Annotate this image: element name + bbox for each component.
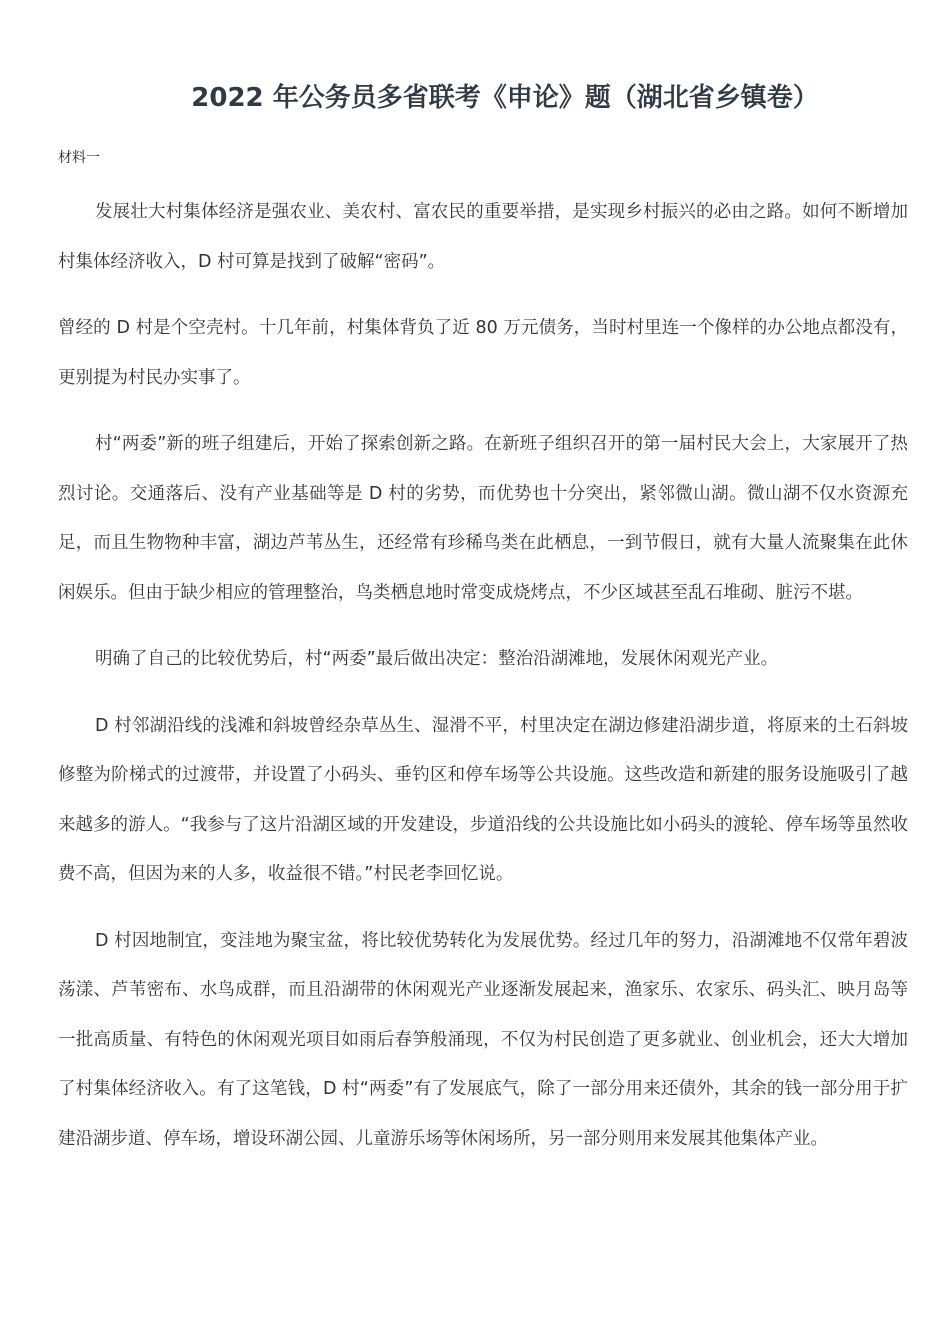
paragraph-6: D 村因地制宜，变洼地为聚宝盆，将比较优势转化为发展优势。经过几年的努力，沿湖滩地不仅常年碧波荡漾、芦苇密布、水鸟成群，而且沿湖带的休闲观光产业逐渐发展起来，渔家乐、农家乐、码头汇、映月岛等一批高质量、有特色的休闲观光项目如雨后春笋般涌现，不仅为村民创造了更多就业、创业机会，还大大增加了村集体经济收入。有了这笔钱，D 村“两委”有了发展底气，除了一部分用来还债外，其余的钱一部分用于扩建沿湖步道、停车场，增设环湖公园、儿童游乐场等休闲场所，另一部分则用来发展其他集体产业。	[58, 930, 908, 1149]
paragraph-5: D 村邻湖沿线的浅滩和斜坡曾经杂草丛生、湿滑不平，村里决定在湖边修建沿湖步道，将原来的土石斜坡修整为阶梯式的过渡带，并设置了小码头、垂钓区和停车场等公共设施。这些改造和新建的服务设施吸引了越来越多的游人。“我参与了这片沿湖区域的开发建设，步道沿线的公共设施比如小码头的渡轮、停车场等虽然收费不高，但因为来的人多，收益很不错。”村民老李回忆说。	[58, 715, 908, 884]
paragraph-3: 村“两委”新的班子组建后，开始了探索创新之路。在新班子组织召开的第一届村民大会上，大家展开了热烈讨论。交通落后、没有产业基础等是 D 村的劣势，而优势也十分突出，紧邻微山湖。微山湖不仅水资源充足，而且生物物种丰富，湖边芦苇丛生，还经常有珍稀鸟类在此栖息，一到节假日，就有大量人流聚集在此休闲娱乐。但由于缺少相应的管理整治，鸟类栖息地时常变成烧烤点，不少区域甚至乱石堆砌、脏污不堪。	[58, 434, 908, 603]
paragraph-2: 曾经的 D 村是个空壳村。十几年前，村集体背负了近 80 万元债务，当时村里连一个像样的办公地点都没有，更别提为村民办实事了。	[58, 318, 908, 388]
paragraph-4: 明确了自己的比较优势后，村“两委”最后做出决定：整治沿湖滩地，发展休闲观光产业。	[95, 649, 779, 669]
section-label: 材料一	[58, 150, 100, 166]
document-body	[58, 188, 908, 1181]
paragraph-1: 发展壮大村集体经济是强农业、美农村、富农民的重要举措，是实现乡村振兴的必由之路。如何不断增加村集体经济收入，D 村可算是找到了破解“密码”。	[58, 202, 908, 272]
document-title: 2022 年公务员多省联考《申论》题（湖北省乡镇卷）	[191, 83, 819, 113]
